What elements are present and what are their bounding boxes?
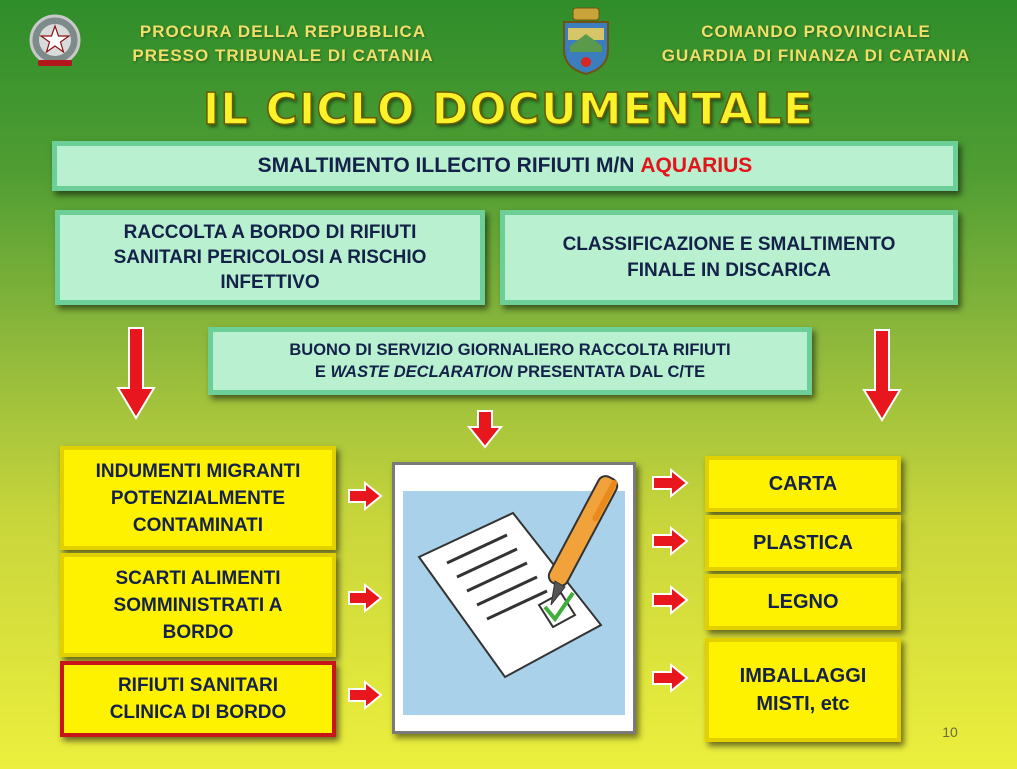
collection-line3: INFETTIVO (220, 272, 320, 293)
left-item-clinic (60, 661, 336, 737)
arrow-down-left-icon (116, 326, 156, 420)
classification-box (500, 210, 958, 305)
arrow-right-icon (651, 585, 689, 615)
arrow-right-icon (347, 481, 383, 511)
arrow-right-icon (651, 468, 689, 498)
right-item-plastic (705, 515, 901, 571)
arrow-down-center-icon (467, 409, 503, 449)
header-left-line2: PRESSO TRIBUNALE DI CATANIA (132, 46, 434, 65)
left-item-food-line3: BORDO (162, 621, 234, 643)
arrow-right-icon (347, 680, 383, 710)
arrow-down-right-icon (862, 328, 902, 422)
right-item-wood (705, 574, 901, 630)
collection-line2: SANITARI PERICOLOSI A RISCHIO (113, 247, 427, 268)
right-item-plastic-label: PLASTICA (753, 531, 853, 554)
left-item-clinic-line2: CLINICA DI BORDO (109, 702, 287, 723)
arrow-right-icon (347, 583, 383, 613)
service-voucher-line2-suffix: PRESENTATA DAL C/TE (512, 363, 706, 381)
right-item-paper-label: CARTA (768, 472, 838, 495)
right-item-paper (705, 456, 901, 512)
service-voucher-line1: BUONO DI SERVIZIO GIORNALIERO RACCOLTA RIFIUTI (289, 341, 731, 359)
banner-highlight: AQUARIUS (640, 154, 753, 177)
left-item-food-line1: SCARTI ALIMENTI (115, 567, 281, 589)
left-item-clinic-line1: RIFIUTI SANITARI (117, 675, 279, 696)
right-item-wood-label: LEGNO (767, 590, 839, 613)
service-voucher-line2-prefix: E (314, 363, 331, 381)
left-item-clothing (60, 446, 336, 550)
classification-line1: CLASSIFICAZIONE E SMALTIMENTO (562, 233, 896, 255)
right-item-mixed-line2: MISTI, etc (756, 693, 850, 715)
banner-box (52, 141, 958, 191)
guardia-di-finanza-crest-icon (556, 6, 616, 76)
page-number: 10 (942, 724, 958, 740)
collection-box (55, 210, 485, 305)
left-item-clothing-line1: INDUMENTI MIGRANTI (95, 460, 301, 482)
service-voucher-box (208, 327, 812, 395)
right-item-mixed-line1: IMBALLAGGI (739, 665, 867, 687)
header-right-title (626, 20, 1006, 68)
left-item-clothing-line3: CONTAMINATI (132, 514, 264, 536)
left-item-food-line2: SOMMINISTRATI A (113, 594, 283, 616)
service-voucher-line2-italic: WASTE DECLARATION (330, 363, 513, 381)
collection-line1: RACCOLTA A BORDO DI RIFIUTI (123, 222, 417, 243)
left-item-food (60, 553, 336, 657)
classification-line2: FINALE IN DISCARICA (627, 259, 831, 281)
arrow-right-icon (651, 663, 689, 693)
left-item-clothing-line2: POTENZIALMENTE (110, 487, 286, 509)
document-with-pen-checkmark-icon (395, 465, 633, 731)
repubblica-emblem-icon (28, 12, 82, 70)
header-left-line1: PROCURA DELLA REPUBBLICA (139, 22, 427, 41)
right-item-mixed-packaging (705, 638, 901, 742)
header-right-line2: GUARDIA DI FINANZA DI CATANIA (661, 46, 971, 65)
banner-text: SMALTIMENTO ILLECITO RIFIUTI M/N (257, 154, 641, 177)
arrow-right-icon (651, 526, 689, 556)
header-left-title (98, 20, 468, 68)
slide-title: IL CICLO DOCUMENTALE (202, 84, 815, 135)
header-right-line1: COMANDO PROVINCIALE (701, 22, 931, 41)
document-illustration (392, 462, 636, 734)
service-voucher-line2 (315, 361, 705, 383)
